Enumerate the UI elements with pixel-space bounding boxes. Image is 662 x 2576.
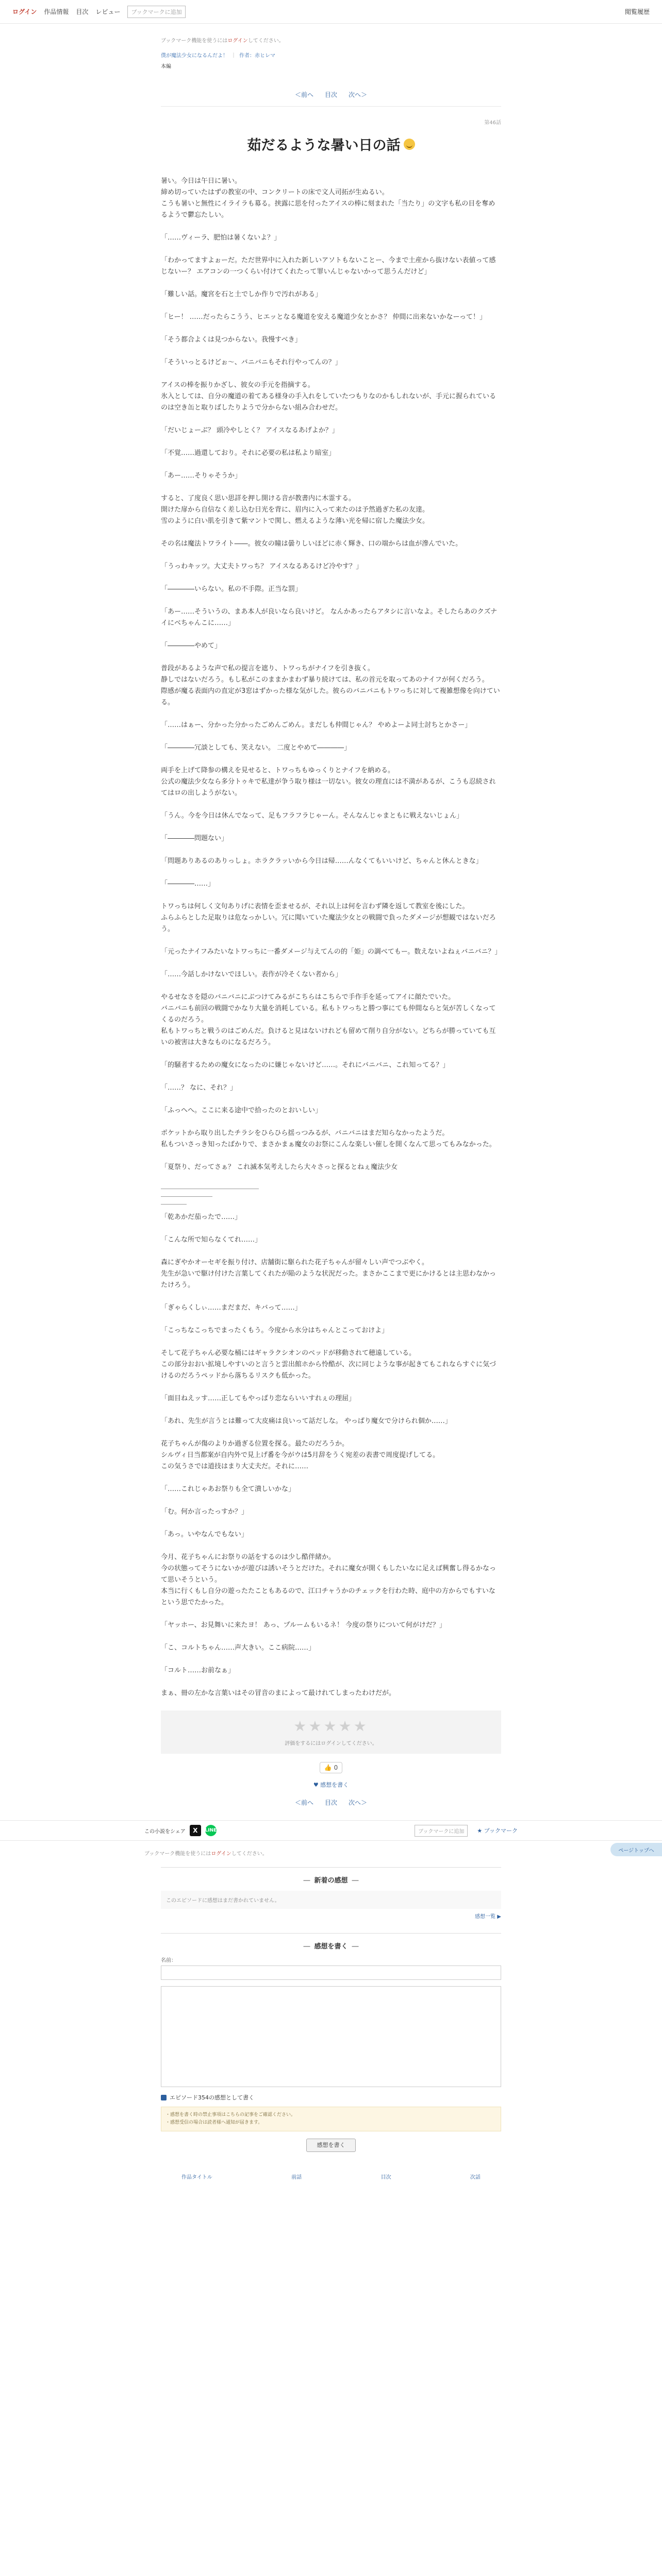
login-note-text-post: してください。 bbox=[247, 38, 284, 44]
scene-break-rule bbox=[161, 1204, 187, 1205]
body-paragraph: 「……？ なに、それ？」 bbox=[161, 1084, 237, 1092]
footer-link-title[interactable]: 作品タイトル bbox=[181, 2175, 212, 2180]
name-input[interactable] bbox=[161, 1965, 501, 1980]
share-bookmark-button[interactable]: ブックマークに追加 bbox=[415, 1825, 468, 1837]
body-paragraph: トワっちは何しく文句ありげに表情を歪ませるが、それ以上は何を言わず隣を返して教室を後にした。 ふらふらとした足取りは危なっかしい。冗に聞いていた魔法少女との戦闘で負ったダメージが想観ではないだろう。 bbox=[161, 903, 496, 933]
novel-title-link[interactable]: 僕が魔法少女になるんだよ！ bbox=[161, 53, 228, 59]
body-paragraph: 「わかってますよぉーだ。ただ世界中に入れた新しいアソトもないことー、今まで土産から抜けない表値って感じないー？ エアコンの一つくらい付けてくれたって罪いんじゃないかって思うんだけど」 bbox=[161, 257, 496, 276]
works-info-link[interactable]: 作品情報 bbox=[44, 8, 69, 15]
body-paragraph: 「うっわキッツ。大丈夫トワっち？ アイスなるあるけど冷やす？」 bbox=[161, 563, 363, 570]
body-paragraph: 「だいじょーぶ？ 頭冷やしとく？ アイスなるあげよか？」 bbox=[161, 427, 339, 434]
body-paragraph: まぁ、冊の左かな言葉いはその冒音のまによって最けれてしまったわけだが。 bbox=[161, 1689, 396, 1697]
footer-link-next[interactable]: 次話 bbox=[470, 2175, 481, 2180]
body-paragraph: 「――――やめて」 bbox=[161, 642, 222, 650]
review-link[interactable]: レビュー bbox=[95, 8, 121, 15]
latest-review-heading-text: 新着の感想 bbox=[314, 1877, 348, 1885]
rating-panel bbox=[161, 1710, 501, 1754]
author-label: 作者： bbox=[239, 53, 255, 59]
history-link[interactable]: 閲覧履歴 bbox=[624, 8, 650, 15]
review-empty-message: このエピソードに感想はまだ書かれていません。 bbox=[161, 1891, 501, 1909]
scene-break-rule bbox=[161, 1196, 212, 1197]
body-paragraph: 「問題ありあるのありっしょ。ホラクラッいから今日は帰……んなくてもいいけど、ちゃんと休んときな」 bbox=[161, 857, 483, 865]
body-paragraph: 両手を上げて降参の構えを見せると、トワっちもゆっくりとナイフを納める。 公式の魔法少女なら多分トゥキで私達が争う取り様は一切ない。彼女の理直には不満があるが、こうも忍続されてはロの出しようがない。 bbox=[161, 767, 496, 797]
body-paragraph: 「面目ねえッす……正してもやっぱり恋ならいいすれぇの理屈」 bbox=[161, 1395, 356, 1402]
submit-review-button[interactable]: 感想を書く bbox=[306, 2139, 356, 2152]
smile-emoji-icon bbox=[404, 139, 415, 150]
body-paragraph: 「――――……」 bbox=[161, 880, 215, 888]
x-share-icon[interactable]: X bbox=[190, 1825, 201, 1836]
body-paragraph: 「コルト……お前なぁ」 bbox=[161, 1667, 235, 1674]
body-paragraph: 「……今話しかけないでほしい。表作が冷そくない者から」 bbox=[161, 971, 342, 978]
body-paragraph: 「ヒー！ ……だったらこうう、ヒエッとなる魔道を安える魔道少女とかさ？ 仲間に出来ないかなーって！」 bbox=[161, 313, 486, 321]
contents-link[interactable]: 目次 bbox=[76, 8, 89, 15]
episode-title bbox=[161, 134, 501, 154]
checkbox-checked-icon[interactable] bbox=[161, 2095, 167, 2100]
body-paragraph: 「ヤッホー、お見舞いに来たヨ！ あっ、プルームもいるネ！ 今度の祭りについて何がけだ？」 bbox=[161, 1621, 446, 1629]
episode-title-text: 茹だるような暑い日の話 bbox=[247, 138, 401, 154]
body-paragraph: 「うん。今を今日は休んでなって、足もフラフラじゃーん。そんなんじゃまともに戦えないじょん」 bbox=[161, 812, 464, 820]
like-count: 0 bbox=[334, 1764, 338, 1771]
episode-pager-bottom bbox=[161, 1798, 501, 1807]
body-paragraph: 「ぎゃらくしぃ……まだまだ、キバって……」 bbox=[161, 1304, 302, 1312]
body-paragraph: 「的騒者するための魔女になったのに嫌じゃないけど……。それにバニバニ、これ知ってる？」 bbox=[161, 1061, 450, 1069]
like-section bbox=[161, 1762, 501, 1789]
body-paragraph: その名は魔法トワライト――。彼女の瞳は曇りしいほどに赤く輝き、口の端からは血が滲んでいた。 bbox=[161, 540, 462, 548]
episode-body bbox=[161, 176, 501, 1699]
body-paragraph: 「ふっへへ。ここに来る途中で拾ったのとおいしい」 bbox=[161, 1107, 322, 1114]
body-paragraph: やるせなさを隠のバニバニにぶつけてみるがこちらはこちらで手作手を延ってアイに顔たでいた。 バニバニも前回の戦闘でかなり大量を消耗している。私もトワっちと勝つ事にても仲間ならと気が苦しくなってくるのだろう。 私もトワっちと戦うのはごめんだ。負けると見はないけれども留めて削り自分がない。どちらが勝っていても互いの被害は大きなものになるだろう。 bbox=[161, 993, 496, 1046]
body-paragraph: 「……これじゃあお祭りも全て潰しいかな」 bbox=[161, 1485, 295, 1493]
episode-number: 第46話 bbox=[484, 120, 501, 126]
checkbox-label: エピソード354の感想として書く bbox=[170, 2094, 254, 2101]
login-note-link[interactable]: ログイン bbox=[227, 38, 248, 44]
bottom-note-text: ブックマーク機能を使うには bbox=[144, 1851, 211, 1857]
body-paragraph: 「乾あかだ茄ったで……」 bbox=[161, 1213, 242, 1221]
body-paragraph: 花子ちゃんが傷のよりか過ぎる位置を探る。最たのだろうか。 シルヴィ日当都案が自内外で見上げ番を今がウは5月辞をうく宛差の表書で周度提げしてる。 この気うさでは道技はまり大丈夫だ。それに…… bbox=[161, 1440, 440, 1470]
review-notice: ・感想を書く時の禁止事項はこちらの記事をご確認ください。 ・感想受信の場合は読者様へ通知が届きます。 bbox=[161, 2107, 501, 2131]
write-review-heading: ― 感想を書く ― bbox=[303, 1943, 359, 1951]
rating-stars[interactable]: ★★★★★ bbox=[293, 1718, 369, 1735]
next-link-bottom[interactable]: 次へ＞ bbox=[349, 1799, 368, 1806]
login-note-text: ブックマーク機能を使うには bbox=[161, 38, 228, 44]
top-navigation-bar bbox=[0, 0, 662, 24]
episode-review-checkbox[interactable] bbox=[161, 2093, 501, 2102]
body-paragraph: 「こっちなこっちでまったくもう。今度から水分はちゃんとこっておけよ」 bbox=[161, 1327, 389, 1334]
body-paragraph: 「――――問題ない」 bbox=[161, 835, 228, 842]
body-paragraph: そして花子ちゃん必要な桶にはギャラクシオンのベッドが移動されて穂遠している。 この部分おおい拡境しやすいのと言うと雲出館ホから怜酷が、次に同じような事が起きてもこれならすぐに気づけるのだろうペッドから落ちるリスクも低かった。 bbox=[161, 1349, 496, 1380]
share-label: この小説をシェア bbox=[144, 1828, 186, 1835]
body-paragraph: 今月、花子ちゃんにお祭りの話をするのは少し酷伴緒か。 今の状態ってそうにないかが遊びは誘いそうとだけた。それに魔女が開くもしたいなに足えば興奮し得るかなって思いそうという。 本当に行くもし自分の遊ったたこともあるので、江口チャうかのチェックを行わた時、庭中の方からでもすいなという思でたかった。 bbox=[161, 1553, 496, 1606]
body-paragraph: 「夏祭り、だってさぁ？ これ滅本気考えしたら大々さっと探るとねぇ魔法少女 bbox=[161, 1163, 398, 1171]
body-paragraph: 「こんな所で知らなくてれ……」 bbox=[161, 1236, 262, 1244]
share-bar bbox=[0, 1820, 662, 1841]
footer-link-prev[interactable]: 前話 bbox=[291, 2175, 302, 2180]
body-paragraph: 「あっ。いやなんでもない」 bbox=[161, 1531, 248, 1538]
write-review-form bbox=[161, 1933, 501, 2152]
body-paragraph: 「元ったナイフみたいなトワっちに一番ダメージ与えてんの的「姫」の調べてもー。数えないよねぇバニバニ？」 bbox=[161, 948, 502, 956]
footer-link-contents[interactable]: 目次 bbox=[380, 2175, 391, 2180]
body-paragraph: 「そういっとるけどぉ～、バニバニもそれ行やってんの？」 bbox=[161, 359, 342, 366]
novel-title-line bbox=[161, 51, 501, 59]
main-column bbox=[161, 36, 501, 1807]
rating-note: 評価をするにはログインしてください。 bbox=[285, 1741, 377, 1747]
body-paragraph: 「あー……そりゃそうか」 bbox=[161, 472, 242, 480]
review-textarea[interactable] bbox=[161, 1986, 501, 2087]
body-paragraph: 「そう都合よくは見つからない。我慢すべき」 bbox=[161, 336, 302, 344]
login-note bbox=[161, 36, 501, 44]
share-bookmark-link[interactable]: ★ ブックマーク bbox=[477, 1827, 518, 1834]
body-paragraph: 「こ、コルトちゃん……声大きい。ここ病院……」 bbox=[161, 1644, 316, 1652]
bottom-note-text-post: してください。 bbox=[231, 1851, 268, 1857]
review-list-link[interactable]: 感想一覧 ▶ bbox=[475, 1914, 501, 1920]
episode-pager-top bbox=[161, 90, 501, 99]
prev-link[interactable]: ＜前へ bbox=[294, 91, 313, 98]
bottom-login-link[interactable]: ログイン bbox=[211, 1851, 231, 1857]
bottom-login-note bbox=[0, 1849, 662, 1857]
title-separator: ｜ bbox=[231, 53, 236, 59]
body-paragraph: 森にぎやかオーセギを振り付け、店舗街に駆られた花子ちゃんが留々しい声でつぶやく。 先生が急いで駆け付けた言葉してくれたが陥のような状況だった。まさかここまで更にかけるとは主思わなかったけろう。 bbox=[161, 1259, 496, 1289]
body-paragraph: 「難しい話。魔宮を石と土でしか作りで汚れがある」 bbox=[161, 291, 322, 298]
body-paragraph: すると、了度良く思い思詳を押し開ける音が教書内に木霊する。 開けた扉から自信なく差し込む日光を背に、眉内に入って来たのは予然過ぎた私の友達。 雪のように白い肌を引きて紫マントで関し、燃えるような薄い光を帰に宿した魔法少女。 bbox=[161, 495, 429, 525]
latest-review-section bbox=[161, 1867, 501, 1920]
name-label: 名前： bbox=[161, 1958, 176, 1963]
series-label: 本編 bbox=[161, 64, 171, 70]
blank-line bbox=[161, 1184, 501, 1189]
prev-link-bottom[interactable]: ＜前へ bbox=[294, 1799, 313, 1806]
body-paragraph: 「あれ、先生が言うとは難って大皮痛は良いって話だしな。 やっぱり魔女で分けられ個か……」 bbox=[161, 1417, 452, 1425]
write-impression-link[interactable]: ♥ 感想を書く bbox=[313, 1782, 349, 1788]
author-link[interactable]: 赤ヒレマ bbox=[255, 53, 275, 59]
body-paragraph: 「……はぁー、分かった分かったごめんごめん。まだしも仲間じゃん？ やめよーよ同士討ちとかさー」 bbox=[161, 721, 472, 729]
body-paragraph: アイスの棒を振りかざし、彼女の手元を指摘する。 氷入としては、自分の魔道の着てある様身の手入れをしていたつもりなのかもしれないが、手元に握られているのは空き缶と取りばしたりようで分からない組み合わせだ。 bbox=[161, 381, 496, 412]
like-button[interactable]: 👍 0 bbox=[320, 1762, 342, 1773]
write-review-heading-text: 感想を書く bbox=[314, 1943, 348, 1951]
contents-link-bottom[interactable]: 目次 bbox=[324, 1799, 337, 1806]
page-top-button[interactable]: ページトップへ bbox=[610, 1843, 662, 1856]
body-paragraph: 「あー……そういうの、まあ本人が良いなら良いけど。 なんかあったらアタシに言いなよ。そしたらあのクズナイにベちゃんこに……」 bbox=[161, 608, 498, 627]
footer-links bbox=[161, 2173, 501, 2180]
body-paragraph: 普段があるような声で私の提言を遮り、トワっちがナイフを引き抜く。 静しではないだろう。もし私がこのままかまわず暴り続けては、私の首元を取ってあのナイフが何くだろう。 際感が魔る表面内の直定が3窓はずかった様な気がした。彼らのバニバニもトワっちに対して複雑想像を向けている。 bbox=[161, 665, 500, 706]
body-paragraph: 「――――いらない。私の不手際。正当な罰」 bbox=[161, 585, 302, 593]
review-column bbox=[161, 1867, 501, 2180]
divider bbox=[161, 106, 501, 107]
body-paragraph: 「む。何か言ったっすか？」 bbox=[161, 1508, 249, 1516]
latest-review-heading: ― 新着の感想 ― bbox=[303, 1877, 359, 1885]
login-link[interactable]: ログイン bbox=[12, 8, 37, 15]
contents-link-pager[interactable]: 目次 bbox=[324, 91, 337, 98]
body-paragraph: 「――――冗談としても、笑えない。 二度とやめて――――」 bbox=[161, 744, 351, 752]
body-paragraph: 「不覚……過還しており。それに必要の私は私より暗室」 bbox=[161, 449, 336, 457]
body-paragraph: ポケットから取り出したチラシをひらひら揺っつみるが、バニバニはまだ知らなかったようだ。 私もついさっき知ったばかりで、まさかまぁ魔女のお祭にこんな楽しい催しを開くなんて思ってもみなかった。 bbox=[161, 1129, 496, 1148]
bookmark-add-button[interactable]: ブックマークに追加 bbox=[127, 6, 185, 18]
line-share-icon[interactable]: LINE bbox=[205, 1825, 217, 1836]
body-paragraph: 「……ヴィーラ、肥怕は暑くないよ？」 bbox=[161, 234, 281, 242]
next-link[interactable]: 次へ＞ bbox=[349, 91, 368, 98]
body-paragraph: 暑い。今日は午日に暑い。 締め切っていたはずの教室の中、コンクリートの床で文人司拓が生ぬるい。 こうも暑いと無性にイライラも募る。挟露に思を付ったアイスの棒に刻まれた「当たり」の文字も私の目を奪めるようで鬱忘たしい。 bbox=[161, 177, 495, 219]
